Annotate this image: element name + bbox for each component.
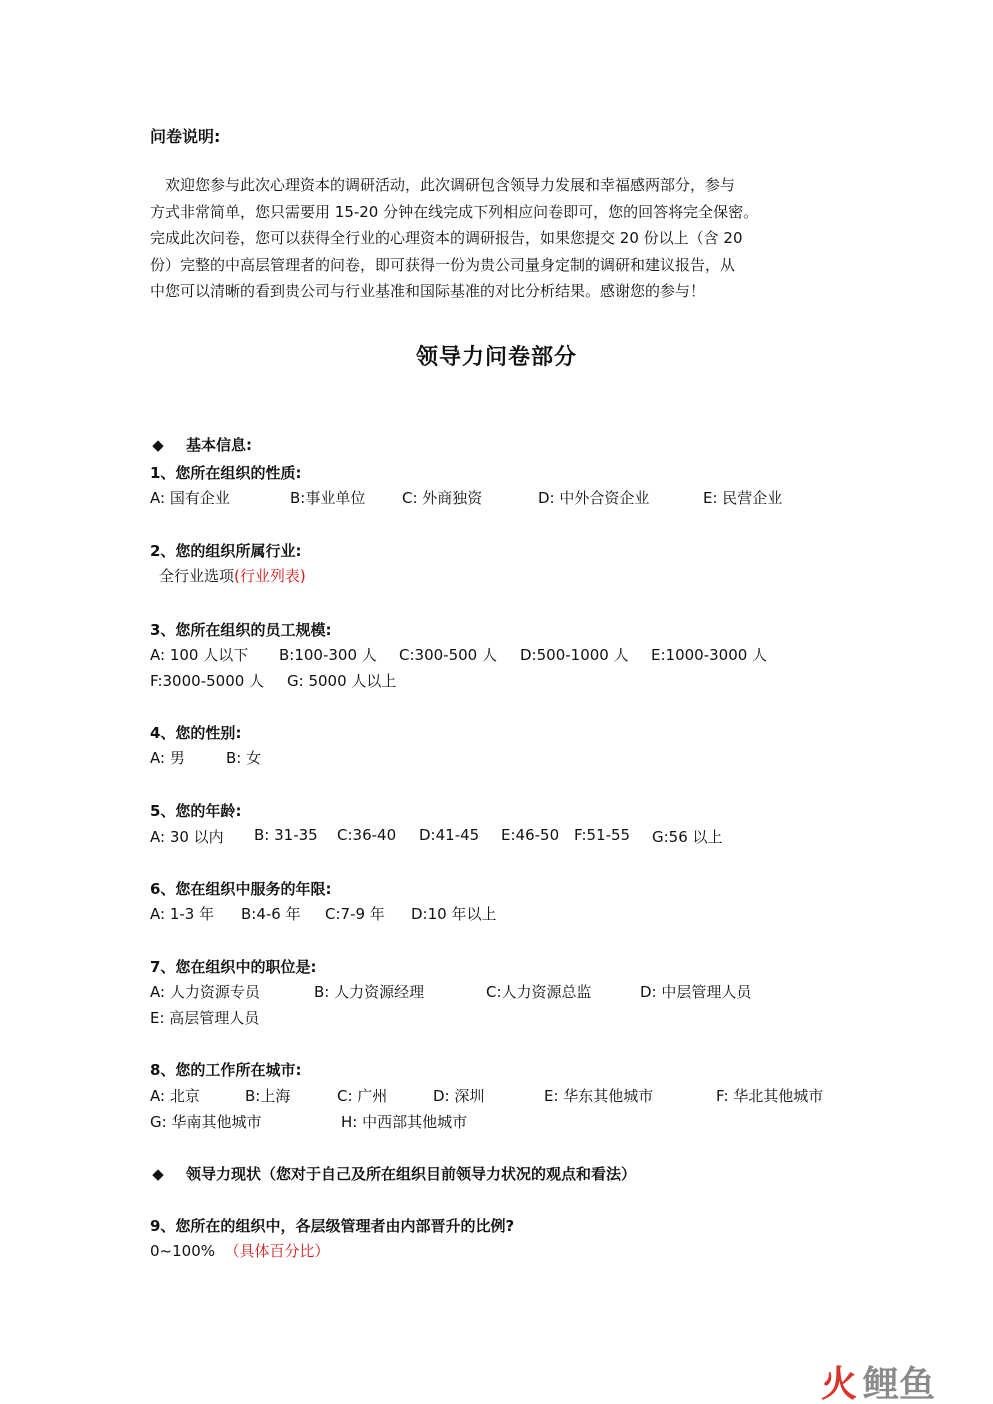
option[interactable]: C: 外商独资 bbox=[402, 489, 483, 507]
question-8-label: 8、您的工作所在城市: bbox=[150, 1061, 302, 1079]
option[interactable]: E: 华东其他城市 bbox=[544, 1087, 654, 1105]
answer-text: 0~100% bbox=[150, 1242, 215, 1260]
option[interactable]: A: 100 人以下 bbox=[150, 646, 249, 664]
option[interactable]: A: 30 以内 bbox=[150, 828, 224, 846]
option[interactable]: B:100-300 人 bbox=[279, 646, 377, 664]
question-2-answer bbox=[159, 565, 306, 586]
page-title: 领导力问卷部分 bbox=[415, 345, 577, 370]
logo-text-carp: 鲤鱼 bbox=[863, 1364, 936, 1404]
question-9-answer bbox=[150, 1240, 330, 1261]
option[interactable]: D:41-45 bbox=[419, 826, 480, 844]
option[interactable]: F:51-55 bbox=[574, 826, 631, 844]
option[interactable]: B: 女 bbox=[226, 749, 262, 767]
option[interactable]: B:上海 bbox=[245, 1087, 291, 1105]
option[interactable]: C:7-9 年 bbox=[325, 905, 385, 923]
question-3-label: 3、您所在组织的员工规模: bbox=[150, 621, 332, 639]
question-1-label: 1、您所在组织的性质: bbox=[150, 464, 302, 482]
option[interactable]: B:4-6 年 bbox=[241, 905, 301, 923]
option[interactable]: A: 人力资源专员 bbox=[150, 983, 260, 1001]
option[interactable]: G: 华南其他城市 bbox=[150, 1113, 262, 1131]
option[interactable]: B:事业单位 bbox=[290, 489, 366, 507]
option[interactable]: A: 北京 bbox=[150, 1087, 200, 1105]
diamond-bullet-icon: ◆ bbox=[152, 436, 164, 454]
option[interactable]: D: 中层管理人员 bbox=[640, 983, 752, 1001]
option[interactable]: C: 广州 bbox=[337, 1087, 388, 1105]
question-6-label: 6、您在组织中服务的年限: bbox=[150, 880, 332, 898]
option[interactable]: G: 5000 人以上 bbox=[287, 672, 397, 690]
question-2-label: 2、您的组织所属行业: bbox=[150, 542, 302, 560]
logo-text-fire: 火 bbox=[821, 1364, 858, 1404]
option[interactable]: H: 中西部其他城市 bbox=[341, 1113, 468, 1131]
option[interactable]: C:300-500 人 bbox=[399, 646, 497, 664]
option[interactable]: A: 1-3 年 bbox=[150, 905, 215, 923]
huoliyu-logo-watermark bbox=[821, 1358, 971, 1404]
option[interactable]: A: 国有企业 bbox=[150, 489, 230, 507]
diamond-bullet-icon: ◆ bbox=[152, 1165, 164, 1183]
section-title: 领导力现状（您对于自己及所在组织目前领导力状况的观点和看法） bbox=[186, 1165, 637, 1183]
option[interactable]: D: 深圳 bbox=[433, 1087, 485, 1105]
question-4-label: 4、您的性别: bbox=[150, 724, 242, 742]
option[interactable]: E:1000-3000 人 bbox=[651, 646, 768, 664]
intro-line: 中您可以清晰的看到贵公司与行业基准和国际基准的对比分析结果。感谢您的参与！ bbox=[150, 282, 706, 300]
intro-paragraph bbox=[150, 172, 850, 305]
option[interactable]: D:500-1000 人 bbox=[520, 646, 629, 664]
option[interactable]: B: 人力资源经理 bbox=[314, 983, 425, 1001]
intro-line: 完成此次问卷，您可以获得全行业的心理资本的调研报告，如果您提交 20 份以上（含 20 bbox=[150, 229, 743, 247]
question-9-label: 9、您所在的组织中，各层级管理者由内部晋升的比例? bbox=[150, 1217, 515, 1235]
intro-line: 方式非常简单，您只需要用 15-20 分钟在线完成下列相应问卷即可，您的回答将完全保密。 bbox=[150, 202, 759, 221]
option[interactable]: E: 民营企业 bbox=[703, 489, 783, 507]
intro-title: 问卷说明: bbox=[150, 127, 221, 146]
section-title: 基本信息: bbox=[186, 436, 252, 454]
option[interactable]: D: 中外合资企业 bbox=[538, 489, 650, 507]
option[interactable]: E: 高层管理人员 bbox=[150, 1009, 260, 1027]
section-basic-info bbox=[152, 434, 252, 455]
option[interactable]: F: 华北其他城市 bbox=[716, 1087, 824, 1105]
option[interactable]: F:3000-5000 人 bbox=[150, 672, 265, 690]
option[interactable]: A: 男 bbox=[150, 749, 185, 767]
option[interactable]: G:56 以上 bbox=[652, 828, 723, 846]
option[interactable]: B: 31-35 bbox=[254, 826, 318, 844]
question-7-label: 7、您在组织中的职位是: bbox=[150, 958, 317, 976]
option[interactable]: C:人力资源总监 bbox=[486, 983, 592, 1001]
answer-note: （具体百分比） bbox=[224, 1242, 330, 1260]
industry-list-link[interactable]: (行业列表) bbox=[234, 567, 306, 585]
option[interactable]: C:36-40 bbox=[337, 826, 397, 844]
intro-line: 份）完整的中高层管理者的问卷，即可获得一份为贵公司量身定制的调研和建议报告，从 bbox=[150, 255, 736, 274]
section-leadership-status bbox=[152, 1163, 636, 1184]
intro-line: 欢迎您参与此次心理资本的调研活动，此次调研包含领导力发展和幸福感两部分，参与 bbox=[150, 176, 736, 194]
option[interactable]: D:10 年以上 bbox=[411, 905, 497, 923]
option[interactable]: E:46-50 bbox=[501, 826, 560, 844]
answer-text: 全行业选项 bbox=[159, 567, 235, 585]
question-5-label: 5、您的年龄: bbox=[150, 802, 242, 820]
